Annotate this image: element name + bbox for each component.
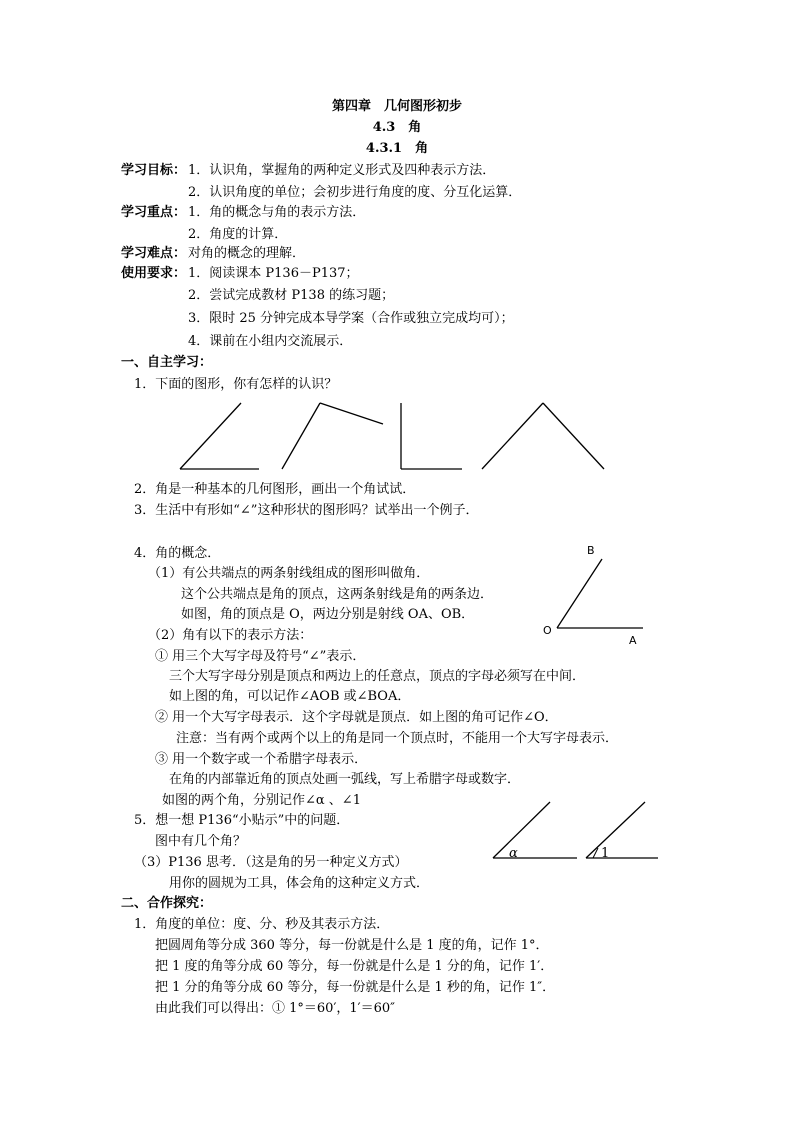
question-5-a: 图中有几个角？	[155, 834, 247, 849]
question-1: 1．下面的图形，你有怎样的认识？	[134, 377, 338, 392]
second-definition: 把 1 分的角等分成 60 等分，每一份就是什么是 1 秒的角，记作 1″．	[155, 980, 556, 995]
question-2: 2．角是一种基本的几何图形，画出一个角试试．	[134, 482, 416, 497]
difficulty-label: 学习难点：	[121, 246, 187, 261]
greek-angle-label: α	[509, 846, 518, 861]
question-5-3-a: 用你的圆规为工具，体会角的这种定义方式．	[169, 876, 430, 891]
requirements-item-2: 2．尝试完成教材 P138 的练习题；	[188, 288, 395, 303]
method-3-a: 在角的内部靠近角的顶点处画一弧线，写上希腊字母或数字．	[169, 772, 521, 787]
question-5: 5．想一想 P136“小贴示”中的问题．	[134, 813, 350, 828]
focus-label: 学习重点：	[121, 205, 187, 220]
requirements-item-3: 3．限时 25 分钟完成本导学案（合作或独立完成均可）；	[188, 311, 514, 326]
chapter-title: 第四章 几何图形初步	[331, 99, 463, 114]
figure-acute-angle	[180, 403, 259, 469]
figure-peak	[482, 403, 604, 469]
method-1-b: 如上图的角，可以记作∠AOB 或∠BOA．	[169, 689, 411, 704]
part2-title: 二、合作探究：	[121, 896, 213, 911]
vertex-label: O	[543, 624, 552, 637]
definition-1-b: 如图，角的顶点是 O，两边分别是射线 OA、OB．	[181, 607, 475, 622]
section-title: 4.3 角	[372, 120, 422, 135]
figure-broken-line	[282, 403, 383, 469]
figure-angle-alpha	[493, 802, 577, 861]
focus-item-1: 1．角的概念与角的表示方法．	[188, 205, 366, 220]
goals-item-1: 1．认识角，掌握角的两种定义形式及四种表示方法．	[188, 163, 496, 178]
requirements-label: 使用要求：	[121, 266, 187, 281]
point-a-label: A	[629, 634, 637, 647]
definition-1-a: 这个公共端点是角的顶点，这两条射线是角的两条边．	[181, 587, 494, 602]
notation-heading: （2）角有以下的表示方法：	[148, 628, 313, 643]
part2-question-1: 1．角度的单位：度、分、秒及其表示方法．	[134, 917, 390, 932]
requirements-item-1: 1．阅读课本 P136－P137；	[188, 266, 359, 281]
difficulty-text: 对角的概念的理解．	[188, 246, 306, 261]
question-5-3: （3）P136 思考．（这是角的另一种定义方式）	[134, 855, 408, 870]
goals-item-2: 2．认识角度的单位；会初步进行角度的度、分互化运算．	[188, 185, 522, 200]
figure-angle-aob	[543, 544, 643, 647]
degree-definition: 把圆周角等分成 360 等分，每一份就是什么是 1 度的角，记作 1°．	[155, 938, 549, 953]
method-3-b: 如图的两个角，分别记作∠α 、∠1	[162, 793, 361, 808]
question-4: 4．角的概念．	[134, 546, 221, 561]
requirements-item-4: 4．课前在小组内交流展示．	[188, 334, 353, 349]
minute-definition: 把 1 度的角等分成 60 等分，每一份就是什么是 1 分的角，记作 1′．	[155, 959, 554, 974]
method-2: ② 用一个大写字母表示．这个字母就是顶点．如上图的角可记作∠O．	[155, 710, 558, 725]
figure-right-angle	[401, 403, 462, 469]
goals-label: 学习目标：	[121, 163, 187, 178]
conversion-result: 由此我们可以得出：① 1°＝60′，1′＝60″	[155, 1001, 396, 1016]
method-2-note: 注意：当有两个或两个以上的角是同一个顶点时，不能用一个大写字母表示．	[176, 731, 619, 746]
point-b-label: B	[587, 544, 595, 557]
subsection-title: 4.3.1 角	[365, 141, 429, 156]
question-3: 3．生活中有形如“∠”这种形状的图形吗？试举出一个例子．	[134, 503, 479, 518]
number-angle-label: 1	[601, 846, 610, 861]
figure-angle-1	[586, 802, 658, 861]
method-3: ③ 用一个数字或一个希腊字母表示．	[155, 752, 368, 767]
method-1-a: 三个大写字母分别是顶点和两边上的任意点，顶点的字母必须写在中间．	[169, 669, 586, 684]
part1-title: 一、自主学习：	[121, 355, 213, 370]
focus-item-2: 2．角度的计算．	[188, 227, 288, 242]
definition-1: （1）有公共端点的两条射线组成的图形叫做角．	[148, 566, 430, 581]
method-1: ① 用三个大写字母及符号“∠”表示．	[155, 649, 366, 664]
